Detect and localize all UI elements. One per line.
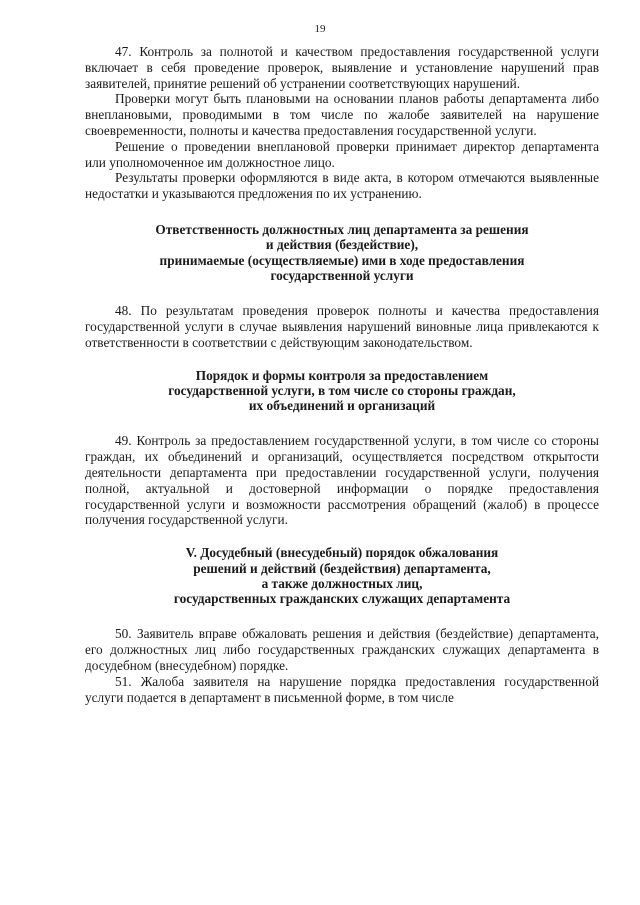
heading-line: государственных гражданских служащих департамента <box>173 591 511 607</box>
heading-line: государственной услуги <box>270 267 414 283</box>
heading-line: Порядок и формы контроля за предоставлением <box>195 367 489 383</box>
paragraph-51: 51. Жалоба заявителя на нарушение порядка предоставления государственной услуги подается в департамент в письменной форме, в том числе <box>85 673 599 705</box>
heading-section-5 <box>85 545 599 606</box>
paragraph-results: Результаты проверки оформляются в виде акта, в котором отмечаются выявленные недостатки и указываются предложения по их устранению. <box>85 170 599 202</box>
paragraph-checks: Проверки могут быть плановыми на основании планов работы департамента либо внеплановыми, проводимыми в том числе по жалобе заявителей на нарушение своевременности, полноты и качества предоставления государственной услуги. <box>85 91 599 138</box>
paragraph-50: 50. Заявитель вправе обжаловать решения и действия (бездействие) департамента, его должностных лиц либо государственных гражданских служащих департамента в досудебном (внесудебном) порядке. <box>85 626 599 673</box>
paragraph-47: 47. Контроль за полнотой и качеством предоставления государственной услуги включает в себя проведение проверок, выявление и установление нарушений прав заявителей, принятие решений об устранении соответствующих нарушений. <box>85 44 599 91</box>
page-number: 19 <box>314 23 326 35</box>
document-body <box>85 44 599 705</box>
heading-line: принимаемые (осуществляемые) ими в ходе предоставления <box>159 252 525 268</box>
heading-line: их объединений и организаций <box>248 398 436 414</box>
heading-line: а также должностных лиц, <box>261 575 423 591</box>
heading-line: и действия (бездействие), <box>265 237 419 253</box>
heading-line: V. Досудебный (внесудебный) порядок обжалования <box>185 545 499 561</box>
heading-line: решений и действий (бездействия) департамента, <box>193 560 491 576</box>
paragraph-49: 49. Контроль за предоставлением государственной услуги, в том числе со стороны граждан, их объединений и организаций, осуществляется посредством открытости деятельности департамента при предоставлении государственной услуги, получения полной, актуальной и достоверной информации о порядке предоставления государственной услуги и возможности рассмотрения обращений (жалоб) в процессе получения государственной услуги. <box>85 433 599 528</box>
heading-control <box>85 368 599 414</box>
heading-line: государственной услуги, в том числе со стороны граждан, <box>168 382 516 398</box>
paragraph-48: 48. По результатам проведения проверок полноты и качества предоставления государственной услуги в случае выявления нарушений виновные лица привлекаются к ответственности в соответствии с действующим законодательством. <box>85 303 599 350</box>
heading-responsibility <box>85 222 599 283</box>
heading-line: Ответственность должностных лиц департамента за решения <box>155 221 529 237</box>
paragraph-decision: Решение о проведении внеплановой проверки принимает директор департамента или уполномоченное им должностное лицо. <box>85 138 599 170</box>
